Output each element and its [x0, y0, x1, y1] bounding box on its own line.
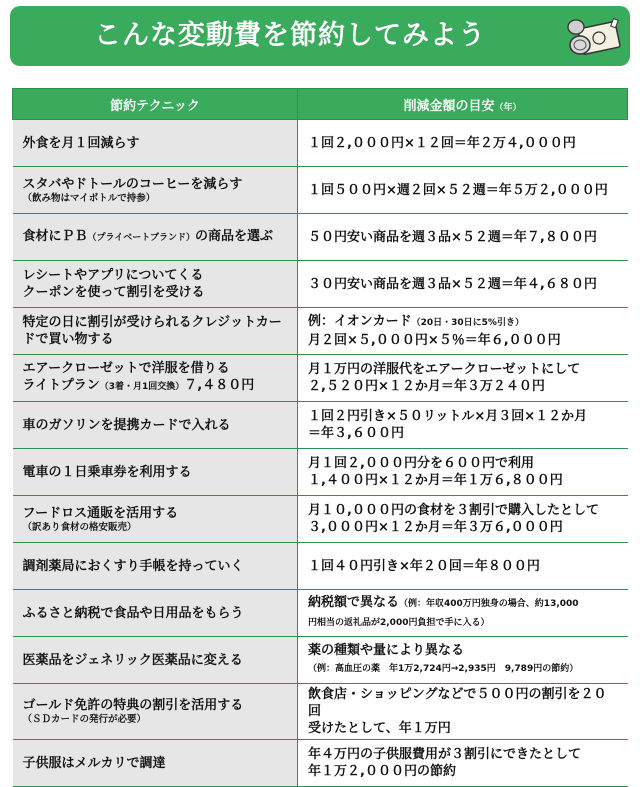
- technique-text: エアークローゼットで洋服を借りる: [22, 361, 230, 376]
- header-amount: [298, 89, 628, 120]
- header-technique: 節約テクニック: [13, 89, 298, 120]
- technique-text: 電車の１日乗車券を利用する: [22, 464, 192, 480]
- money-icon: [566, 15, 622, 59]
- amount-cell: [298, 167, 628, 214]
- technique-note: （飲み物はマイボトルで持参）: [22, 192, 156, 204]
- table-row: [13, 402, 628, 449]
- amount-cell: [298, 120, 628, 167]
- table-row: [13, 120, 628, 167]
- amount-text: 例：イオンカード: [308, 314, 412, 329]
- amount-cell: [298, 449, 628, 496]
- amount-text: １回５００円×週２回×５２週＝年５万２,０００円: [308, 182, 608, 198]
- amount-text: 月１０,０００円の食材を３割引で購入したとして: [308, 503, 599, 518]
- technique-text: フードロス通販を活用する: [22, 505, 179, 521]
- amount-text: 月１万円の洋服代をエアークローゼットにして: [308, 362, 581, 377]
- technique-text-line2: ドで買い物する: [22, 332, 114, 347]
- technique-note: （ＳＤカードの発行が必要）: [22, 714, 147, 725]
- table-row: [13, 590, 628, 637]
- table-row: [13, 740, 628, 787]
- amount-cell: [298, 543, 628, 590]
- amount-text-line2: １,４００円×１２か月＝年１万６,８００円: [308, 473, 563, 488]
- savings-table: [12, 88, 628, 787]
- technique-cell: [13, 167, 298, 214]
- amount-text-line2: 年１万２,０００円の節約: [308, 764, 456, 779]
- technique-text: 特定の日に割引が受けられるクレジットカー: [22, 315, 282, 330]
- table-row: [13, 449, 628, 496]
- amount-text-line2: ＝年３,６００円: [308, 426, 404, 441]
- table-row: [13, 308, 628, 355]
- table-header: [13, 89, 628, 120]
- technique-cell: [13, 590, 298, 637]
- technique-text-line2: ライトプラン: [22, 378, 100, 393]
- amount-text-line2: 月２回×５,０００円×５％＝年６,０００円: [308, 333, 561, 348]
- amount-note-line2: （例：高血圧の薬 年1万2,724円→2,935円 9,789円の節約）: [308, 664, 579, 674]
- table-row: [13, 684, 628, 740]
- technique-text: ゴールド免許の特典の割引を活用する: [22, 698, 244, 713]
- amount-note: （20日・30日に5%引き）: [411, 318, 524, 328]
- technique-text: スタバやドトールのコーヒーを減らす: [22, 176, 243, 192]
- technique-text: ふるさと納税で食品や日用品をもらう: [22, 605, 244, 621]
- technique-cell: [13, 214, 298, 261]
- technique-cell: [13, 496, 298, 543]
- header-amount-unit: （年）: [494, 102, 522, 113]
- technique-note: （3着・月1回交換）: [99, 382, 185, 392]
- technique-cell: [13, 120, 298, 167]
- technique-cell: [13, 355, 298, 402]
- amount-cell: [298, 684, 628, 740]
- technique-text-line2: クーポンを使って割引を受ける: [22, 285, 205, 300]
- header-amount-label: 削減金額の目安: [403, 98, 495, 114]
- amount-text: 飲食店・ショッピングなどで５００円の割引を２０回: [308, 687, 607, 719]
- technique-note: （プライベートブランド）: [87, 232, 195, 243]
- technique-text-tail: の商品を選ぶ: [194, 228, 273, 244]
- amount-text-line2: ３,０００円×１２か月＝年３万６,０００円: [308, 520, 563, 535]
- page-title: こんな変動費を節約してみよう: [94, 20, 486, 51]
- technique-cell: [13, 308, 298, 355]
- technique-cell: [13, 740, 298, 787]
- technique-text: 子供服はメルカリで調達: [22, 755, 166, 771]
- amount-text: ３０円安い商品を週３品×５２週＝年４,６８０円: [308, 276, 597, 292]
- amount-cell: [298, 637, 628, 684]
- amount-text: 年４万円の子供服費用が３割引にできたとして: [308, 747, 582, 762]
- technique-cell: [13, 637, 298, 684]
- technique-text: レシートやアプリについてくる: [22, 268, 204, 283]
- technique-text: 外食を月１回減らす: [22, 135, 140, 151]
- amount-cell: [298, 261, 628, 308]
- technique-note: （訳あり食材の格安販売）: [22, 521, 137, 533]
- table-row: [13, 214, 628, 261]
- technique-cell: [13, 684, 298, 740]
- technique-cell: [13, 402, 298, 449]
- amount-cell: [298, 355, 628, 402]
- table-row: [13, 637, 628, 684]
- amount-text: １回２,０００円×１２回＝年２万４,０００円: [308, 135, 576, 151]
- table-row: [13, 261, 628, 308]
- title-banner: [10, 6, 630, 66]
- table-row: [13, 543, 628, 590]
- amount-text: 月１回２,０００円分を６００円で利用: [308, 456, 534, 471]
- amount-note: （例：年収400万円独身の場合、約13,000: [399, 599, 579, 609]
- amount-cell: [298, 308, 628, 355]
- technique-text: 車のガソリンを提携カードで入れる: [22, 417, 231, 433]
- technique-cell: [13, 543, 298, 590]
- technique-text: 食材にＰＢ: [22, 228, 88, 244]
- technique-text-tail: ７,４８０円: [184, 378, 255, 393]
- technique-text: 調剤薬局におくすり手帳を持っていく: [22, 558, 244, 574]
- amount-text: １回４０円引き×年２０回＝年８００円: [308, 558, 540, 574]
- table-row: [13, 355, 628, 402]
- amount-cell: [298, 590, 628, 637]
- technique-cell: [13, 449, 298, 496]
- amount-cell: [298, 740, 628, 787]
- table-row: [13, 496, 628, 543]
- technique-text: 医薬品をジェネリック医薬品に変える: [22, 652, 243, 668]
- amount-cell: [298, 214, 628, 261]
- amount-text-line2: ２,５２０円×１２か月＝年３万２４０円: [308, 379, 545, 394]
- amount-cell: [298, 402, 628, 449]
- amount-text: １回２円引き×５０リットル×月３回×１２か月: [308, 409, 588, 424]
- technique-cell: [13, 261, 298, 308]
- amount-note-line2: 円相当の返礼品が2,000円負担で手に入る）: [308, 618, 490, 628]
- amount-cell: [298, 496, 628, 543]
- amount-text-line2: 受けたとして、年１万円: [308, 721, 451, 736]
- table-row: [13, 167, 628, 214]
- amount-text: ５０円安い商品を週３品×５２週＝年７,８００円: [308, 229, 597, 245]
- amount-text: 納税額で異なる: [308, 595, 400, 610]
- amount-text: 薬の種類や量により異なる: [308, 643, 465, 658]
